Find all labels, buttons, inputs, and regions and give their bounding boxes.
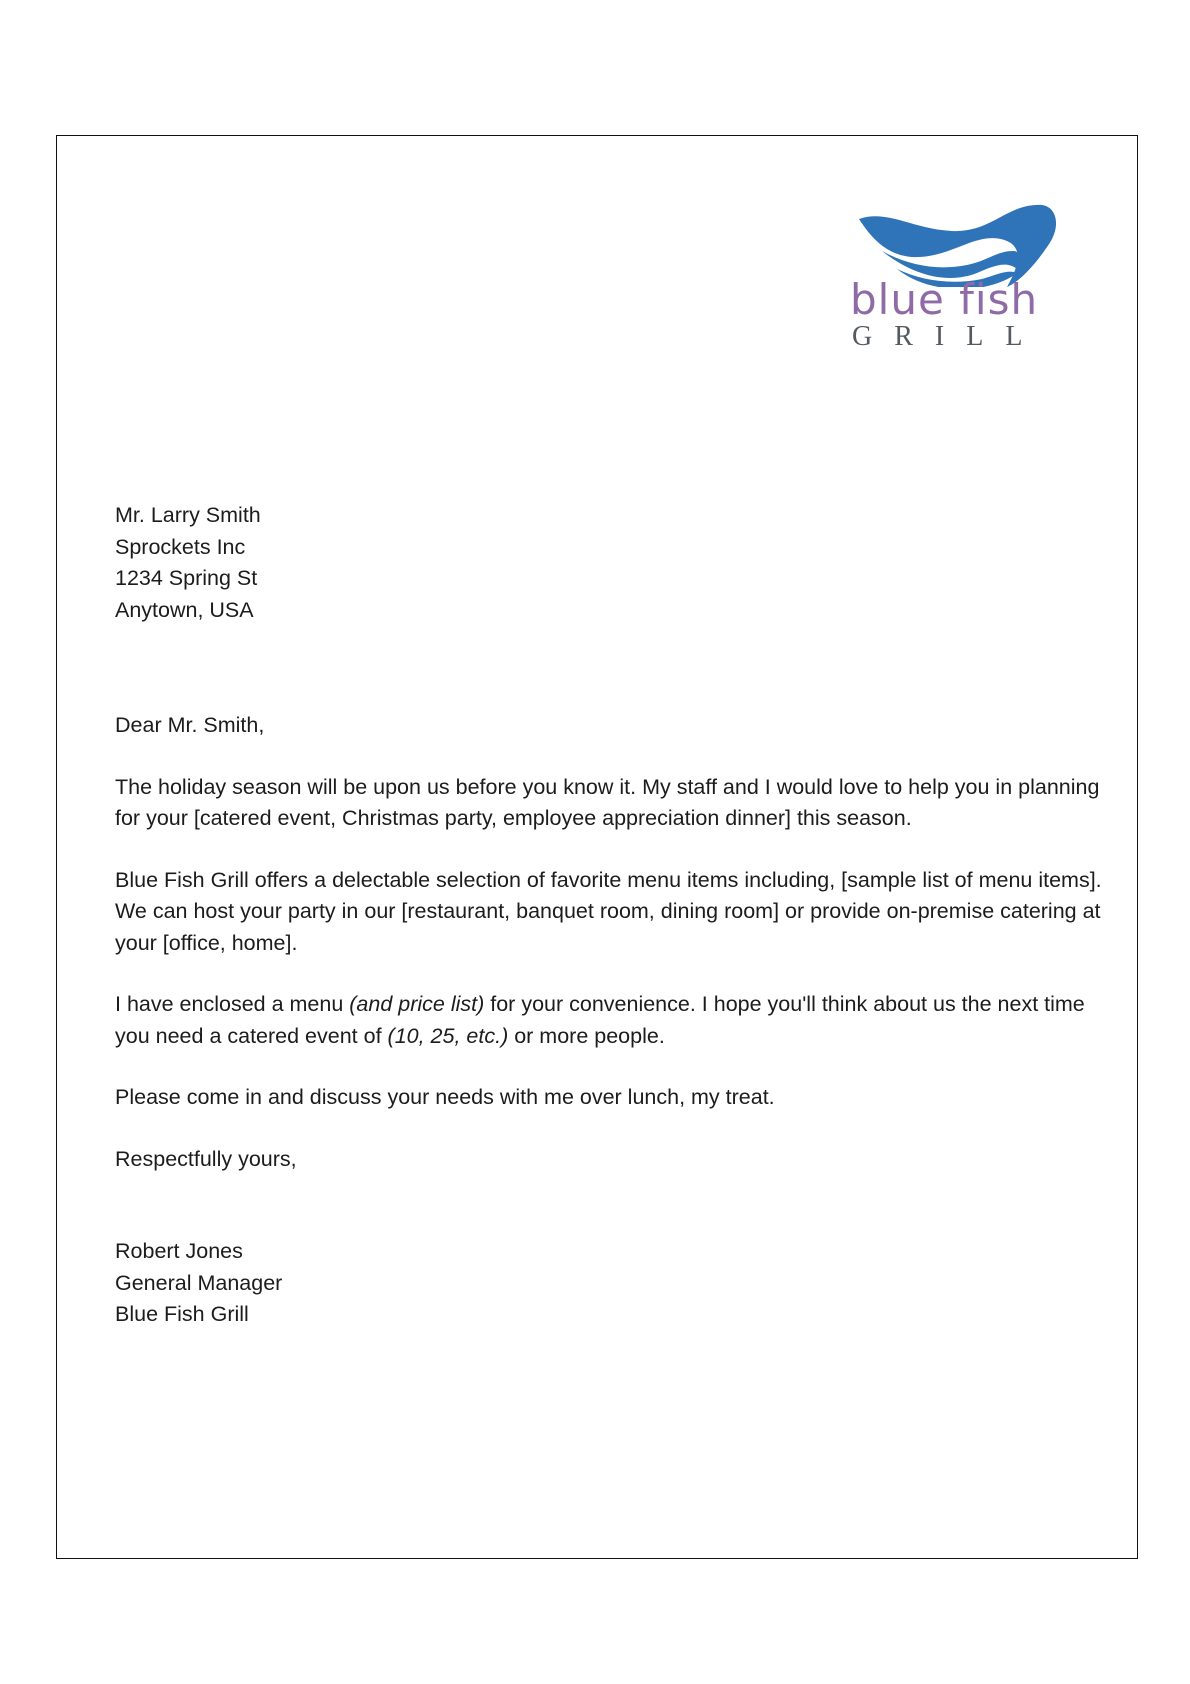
paragraph-3-emphasis-count: (10, 25, etc.): [387, 1023, 509, 1048]
signature-company: Blue Fish Grill: [115, 1302, 249, 1326]
paragraph-3-text-e: or more people.: [508, 1023, 665, 1048]
paragraph-2: Blue Fish Grill offers a delectable selection of favorite menu items including, [sample list of menu items]. We can host your party in our [restaurant, banquet room, dining room] or provide on-premise catering at your [office, home].: [115, 867, 1102, 955]
recipient-address: [115, 500, 1105, 626]
logo-name: blue fish: [850, 275, 1039, 324]
letter-body: [115, 500, 1105, 1331]
signature-block: [115, 1236, 1105, 1331]
paragraph-1: The holiday season will be upon us before you know it. My staff and I would love to help you in planning for your [catered event, Christmas party, employee appreciation dinner] this season.: [115, 774, 1100, 830]
closing: Respectfully yours,: [115, 1146, 297, 1171]
company-logo: [840, 195, 1070, 365]
salutation: Dear Mr. Smith,: [115, 713, 265, 737]
recipient-street: 1234 Spring St: [115, 566, 258, 590]
recipient-name: Mr. Larry Smith: [115, 503, 261, 527]
logo-subtitle: GRILL: [852, 321, 1045, 352]
recipient-company: Sprockets Inc: [115, 534, 246, 559]
paragraph-3: [115, 989, 1105, 1052]
paragraph-4: Please come in and discuss your needs with me over lunch, my treat.: [115, 1085, 775, 1109]
signature-name: Robert Jones: [115, 1239, 243, 1263]
paragraph-3-emphasis-price-list: (and price list): [349, 992, 485, 1016]
paragraph-3-text-c: for your convenience. I hope you'll think about us the next time you need a catered event of: [115, 992, 1085, 1048]
signature-title: General Manager: [115, 1270, 283, 1295]
wave-icon: [857, 199, 1057, 287]
recipient-city: Anytown, USA: [115, 597, 254, 622]
paragraph-3-text-a: I have enclosed a menu: [115, 992, 350, 1016]
